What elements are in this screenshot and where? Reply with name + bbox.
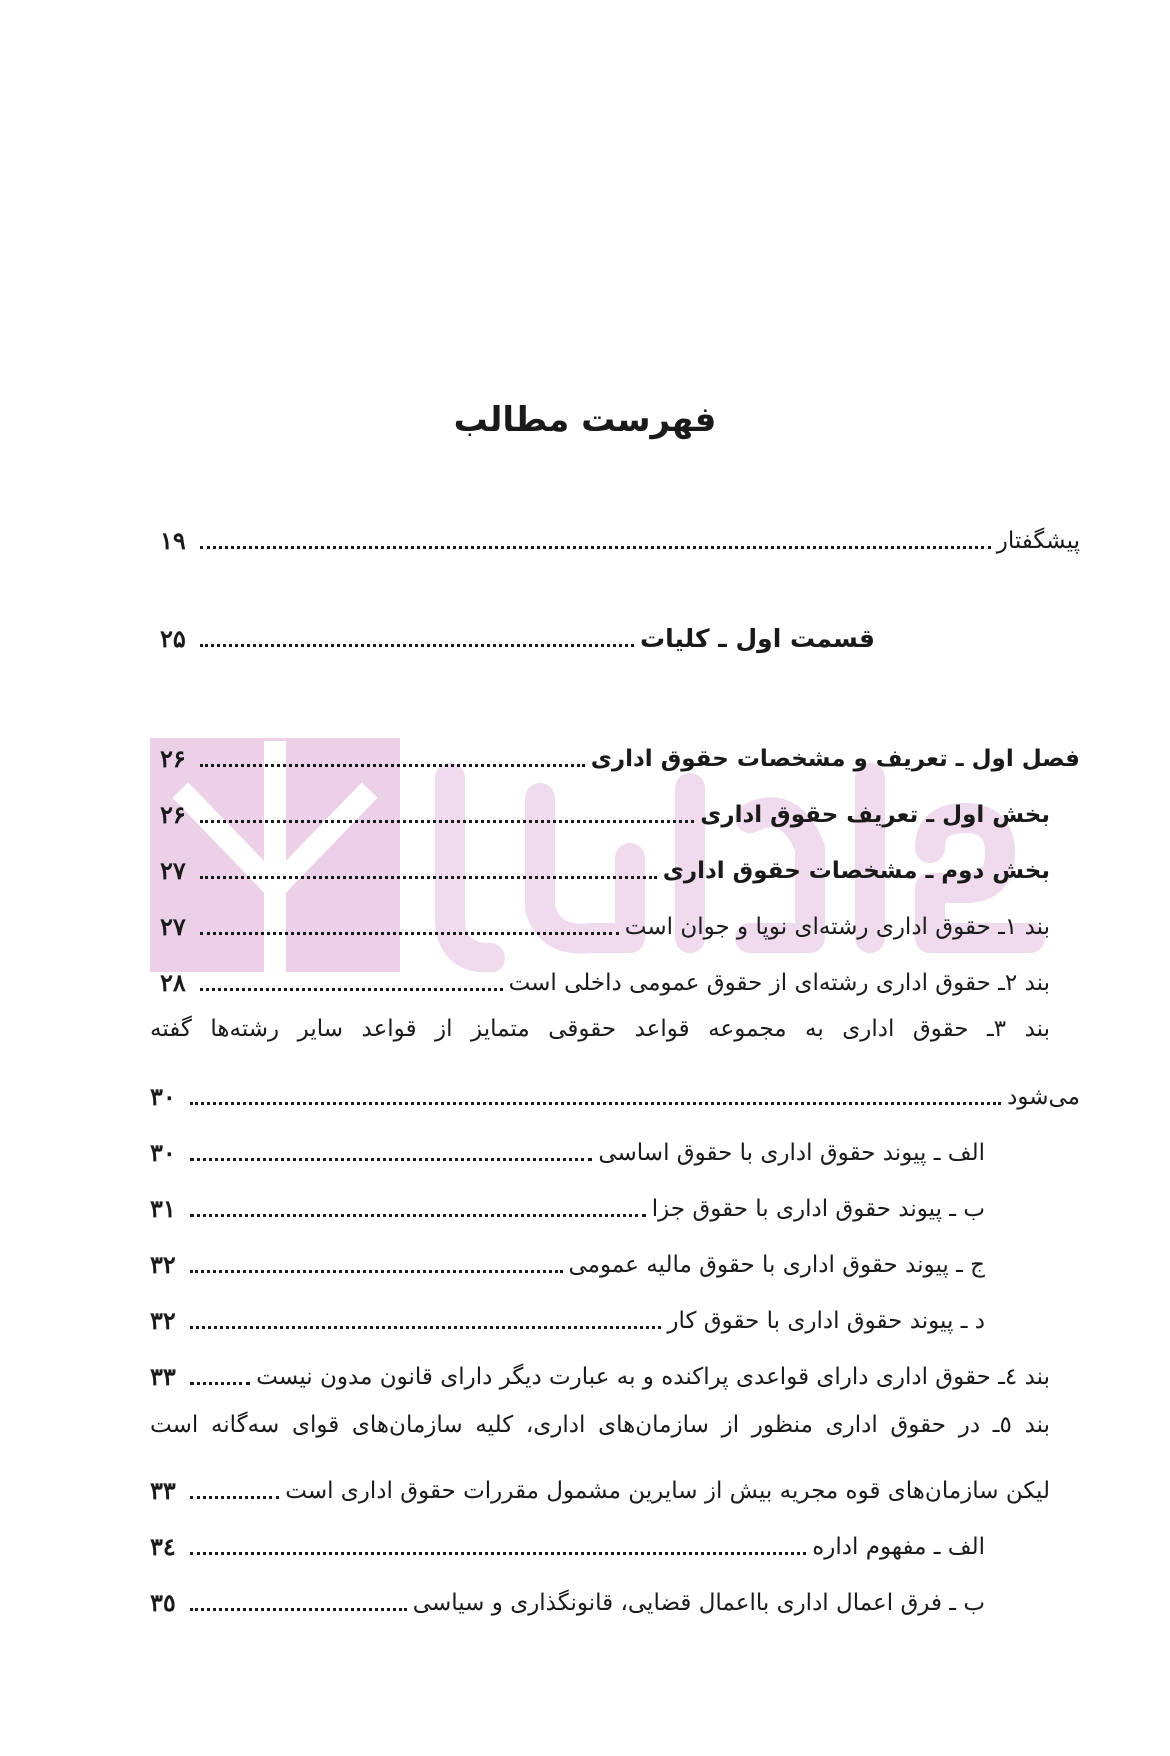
toc-entry-label: بند ۲ـ حقوق اداری رشته‌ای از حقوق عمومی داخلی است <box>508 970 1050 996</box>
toc-entry-label: پیشگفتار <box>996 528 1080 554</box>
toc-entry-label: الف ـ پیوند حقوق اداری با حقوق اساسی <box>598 1140 985 1166</box>
toc-entry <box>160 954 1050 998</box>
dot-leader <box>190 1552 806 1555</box>
toc-page-number: ۲۶ <box>160 800 186 829</box>
toc-entry-line1: بند ٥ـ در حقوق اداری منظور از سازمان‌های اداری، کلیه سازمان‌های قوای سه‌گانه است <box>150 1412 1050 1438</box>
toc-entry-section <box>160 842 1050 886</box>
toc-entry-sub <box>150 1292 985 1336</box>
toc-entry-label: الف ـ مفهوم اداره <box>812 1534 985 1560</box>
toc-page-number: ۳۰ <box>150 1082 176 1111</box>
dot-leader <box>190 1214 646 1217</box>
toc-entry-label: می‌شود <box>1007 1084 1080 1110</box>
toc-page-number: ۲۶ <box>160 744 186 773</box>
dot-leader <box>200 932 619 935</box>
toc-page-number: ۳۲ <box>150 1306 176 1335</box>
toc-entry-sub <box>150 1236 985 1280</box>
toc-entry-sub <box>150 1518 985 1562</box>
toc-entry-section <box>160 786 1050 830</box>
toc-entry-label: بند ۱ـ حقوق اداری رشته‌ای نوپا و جوان است <box>624 914 1050 940</box>
toc-page-number: ۳۲ <box>150 1250 176 1279</box>
toc-page-number: ۱۹ <box>160 526 186 555</box>
toc-entry <box>150 1462 1050 1506</box>
toc-page-number: ۳۳ <box>150 1476 176 1505</box>
page-title: فهرست مطالب <box>453 400 717 440</box>
toc-page-number: ۳۰ <box>150 1138 176 1167</box>
toc-entry <box>160 898 1050 942</box>
toc-page-number: ۳۳ <box>150 1362 176 1391</box>
toc-entry-label: فصل اول ـ تعریف و مشخصات حقوق اداری <box>590 746 1080 772</box>
dot-leader <box>190 1326 661 1329</box>
toc-entry-label: ب ـ پیوند حقوق اداری با حقوق جزا <box>651 1196 985 1222</box>
toc-entry-label: بند ٤ـ حقوق اداری دارای قواعدی پراکنده و به عبارت دیگر دارای قانون مدون نیست <box>256 1364 1050 1390</box>
toc-entry <box>150 1068 1080 1112</box>
dot-leader <box>200 764 585 767</box>
toc-page-number: ۲۸ <box>160 968 186 997</box>
toc-page-number: ۲۷ <box>160 856 186 885</box>
dot-leader <box>190 1382 250 1385</box>
toc-entry-line1: بند ۳ـ حقوق اداری به مجموعه قواعد حقوقی متمایز از قواعد سایر رشته‌ها گفته <box>150 1016 1050 1042</box>
toc-entry-label: لیکن سازمان‌های قوه مجریه بیش از سایرین مشمول مقررات حقوق اداری است <box>285 1478 1050 1504</box>
dot-leader <box>190 1102 1001 1105</box>
toc-page-number: ۳٤ <box>150 1532 176 1561</box>
dot-leader <box>190 1270 563 1273</box>
toc-entry-label: ج ـ پیوند حقوق اداری با حقوق مالیه عمومی <box>568 1252 985 1278</box>
toc-entry-label: بخش دوم ـ مشخصات حقوق اداری <box>662 858 1050 884</box>
toc-entry-chapter <box>160 730 1080 774</box>
toc-page-number: ۳٥ <box>150 1588 176 1617</box>
toc-entry-label: ب ـ فرق اعمال اداری بااعمال قضایی، قانونگذاری و سیاسی <box>412 1590 985 1616</box>
toc-page-number: ۳۱ <box>150 1194 176 1223</box>
toc-page-number: ۲۷ <box>160 912 186 941</box>
dot-leader <box>200 820 694 823</box>
toc-entry-label: بخش اول ـ تعریف حقوق اداری <box>700 802 1050 828</box>
dot-leader <box>190 1496 279 1499</box>
dot-leader <box>200 876 657 879</box>
toc-entry-sub <box>150 1124 985 1168</box>
dot-leader <box>190 1608 407 1611</box>
dot-leader <box>190 1158 592 1161</box>
dot-leader <box>200 988 503 991</box>
toc-entry-sub <box>150 1574 985 1618</box>
toc-entry-part <box>160 610 875 654</box>
toc-entry-label: قسمت اول ـ کلیات <box>640 624 875 653</box>
toc-entry-sub <box>150 1180 985 1224</box>
toc-entry <box>150 1348 1050 1392</box>
toc-entry-label: د ـ پیوند حقوق اداری با حقوق کار <box>667 1308 985 1334</box>
toc-entry <box>160 512 1080 556</box>
dot-leader <box>200 546 991 549</box>
dot-leader <box>200 644 634 647</box>
toc-page-number: ۲۵ <box>160 624 186 653</box>
